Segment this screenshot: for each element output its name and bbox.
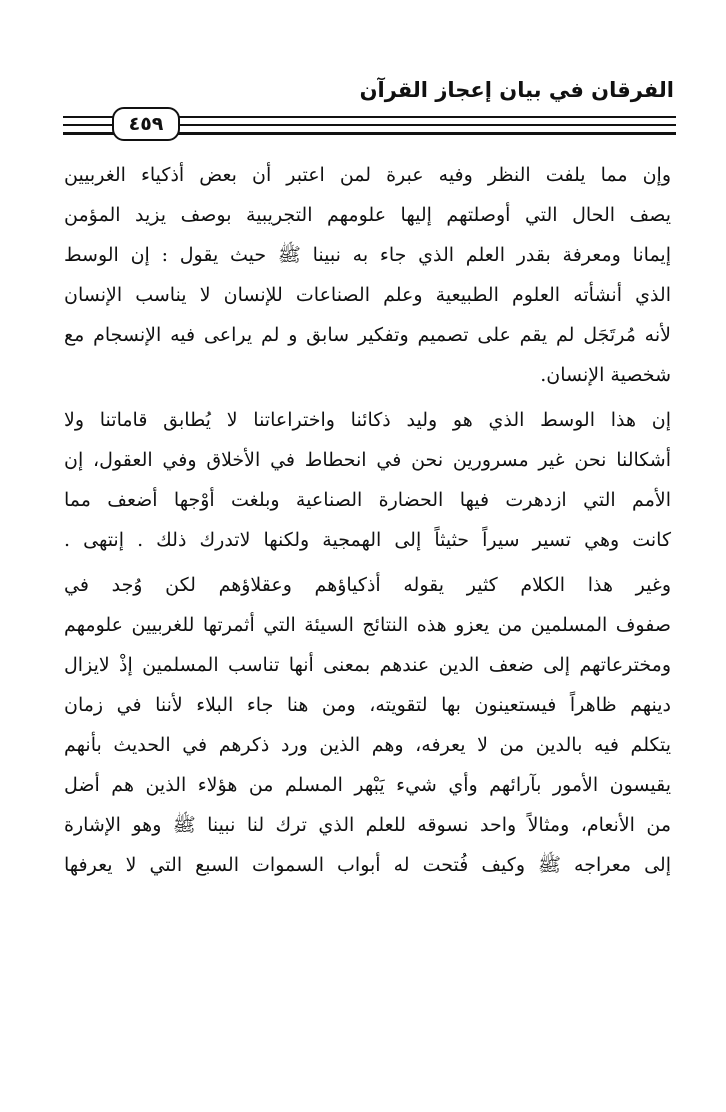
text-line: شخصية الإنسان.: [540, 364, 671, 386]
text-line: يتكلم فيه بالدين من لا يعرفه، وهم الذين ورد ذكرهم في الحديث بأنهم: [64, 734, 671, 756]
page-number: ٤٥٩: [112, 107, 180, 141]
text-line: كانت وهي تسير سيراً حثيثاً إلى الهمجية ولكنها لاتدرك ذلك . إنتهى .: [64, 529, 671, 551]
text-line: يصف الحال التي أوصلتهم إليها علومهم التجريبية بوصف يزيد المؤمن: [64, 204, 671, 226]
book-title: الفرقان في بيان إعجاز القرآن: [359, 78, 674, 102]
text-line: أشكالنا نحن غير مسرورين نحن في انحطاط في الأخلاق وفي العقول، إن: [64, 449, 671, 471]
paragraph-2: [64, 400, 671, 560]
page-body: [64, 155, 671, 885]
text-line: وغير هذا الكلام كثير يقوله أذكياؤهم وعقلاؤهم لكن وُجد في: [64, 574, 671, 596]
text-line: يقيسون الأمور بآرائهم وأي شيء يَبْهر المسلم من هؤلاء الذين هم أضل: [64, 774, 671, 796]
paragraph-1: [64, 155, 671, 395]
text-line: الأمم التي ازدهرت فيها الحضارة الصناعية وبلغت أوْجها أضعف مما: [64, 489, 671, 511]
paragraph-3: [64, 565, 671, 885]
text-line: إن هذا الوسط الذي هو وليد ذكائنا واختراعاتنا لا يُطابق قاماتنا ولا: [64, 409, 671, 431]
text-line: صفوف المسلمين من يعزو هذه النتائج السيئة التي أثمرتها للغربيين علومهم: [64, 614, 671, 636]
text-line: إيمانا ومعرفة بقدر العلم الذي جاء به نبينا ﷺ حيث يقول : إن الوسط: [64, 244, 671, 266]
text-line: ومخترعاتهم إلى ضعف الدين عندهم بمعنى أنها تناسب المسلمين إذْ لايزال: [64, 654, 671, 676]
text-line: لأنه مُرتَجَل لم يقم على تصميم وتفكير سابق و لم يراعى فيه الإنسجام مع: [64, 324, 671, 346]
text-line: إلى معراجه ﷺ وكيف فُتحت له أبواب السموات السبع التي لا يعرفها: [64, 854, 671, 876]
text-line: من الأنعام، ومثالاً واحد نسوقه للعلم الذي ترك لنا نبينا ﷺ وهو الإشارة: [64, 814, 671, 836]
text-line: دينهم ظاهراً فيستعينون بها لتقويته، ومن هنا جاء البلاء لأننا في زمان: [64, 694, 671, 716]
text-line: الذي أنشأته العلوم الطبيعية وعلم الصناعات للإنسان لا يناسب الإنسان: [64, 284, 671, 306]
text-line: وإن مما يلفت النظر وفيه عبرة لمن اعتبر أن بعض أذكياء الغربيين: [64, 164, 671, 186]
